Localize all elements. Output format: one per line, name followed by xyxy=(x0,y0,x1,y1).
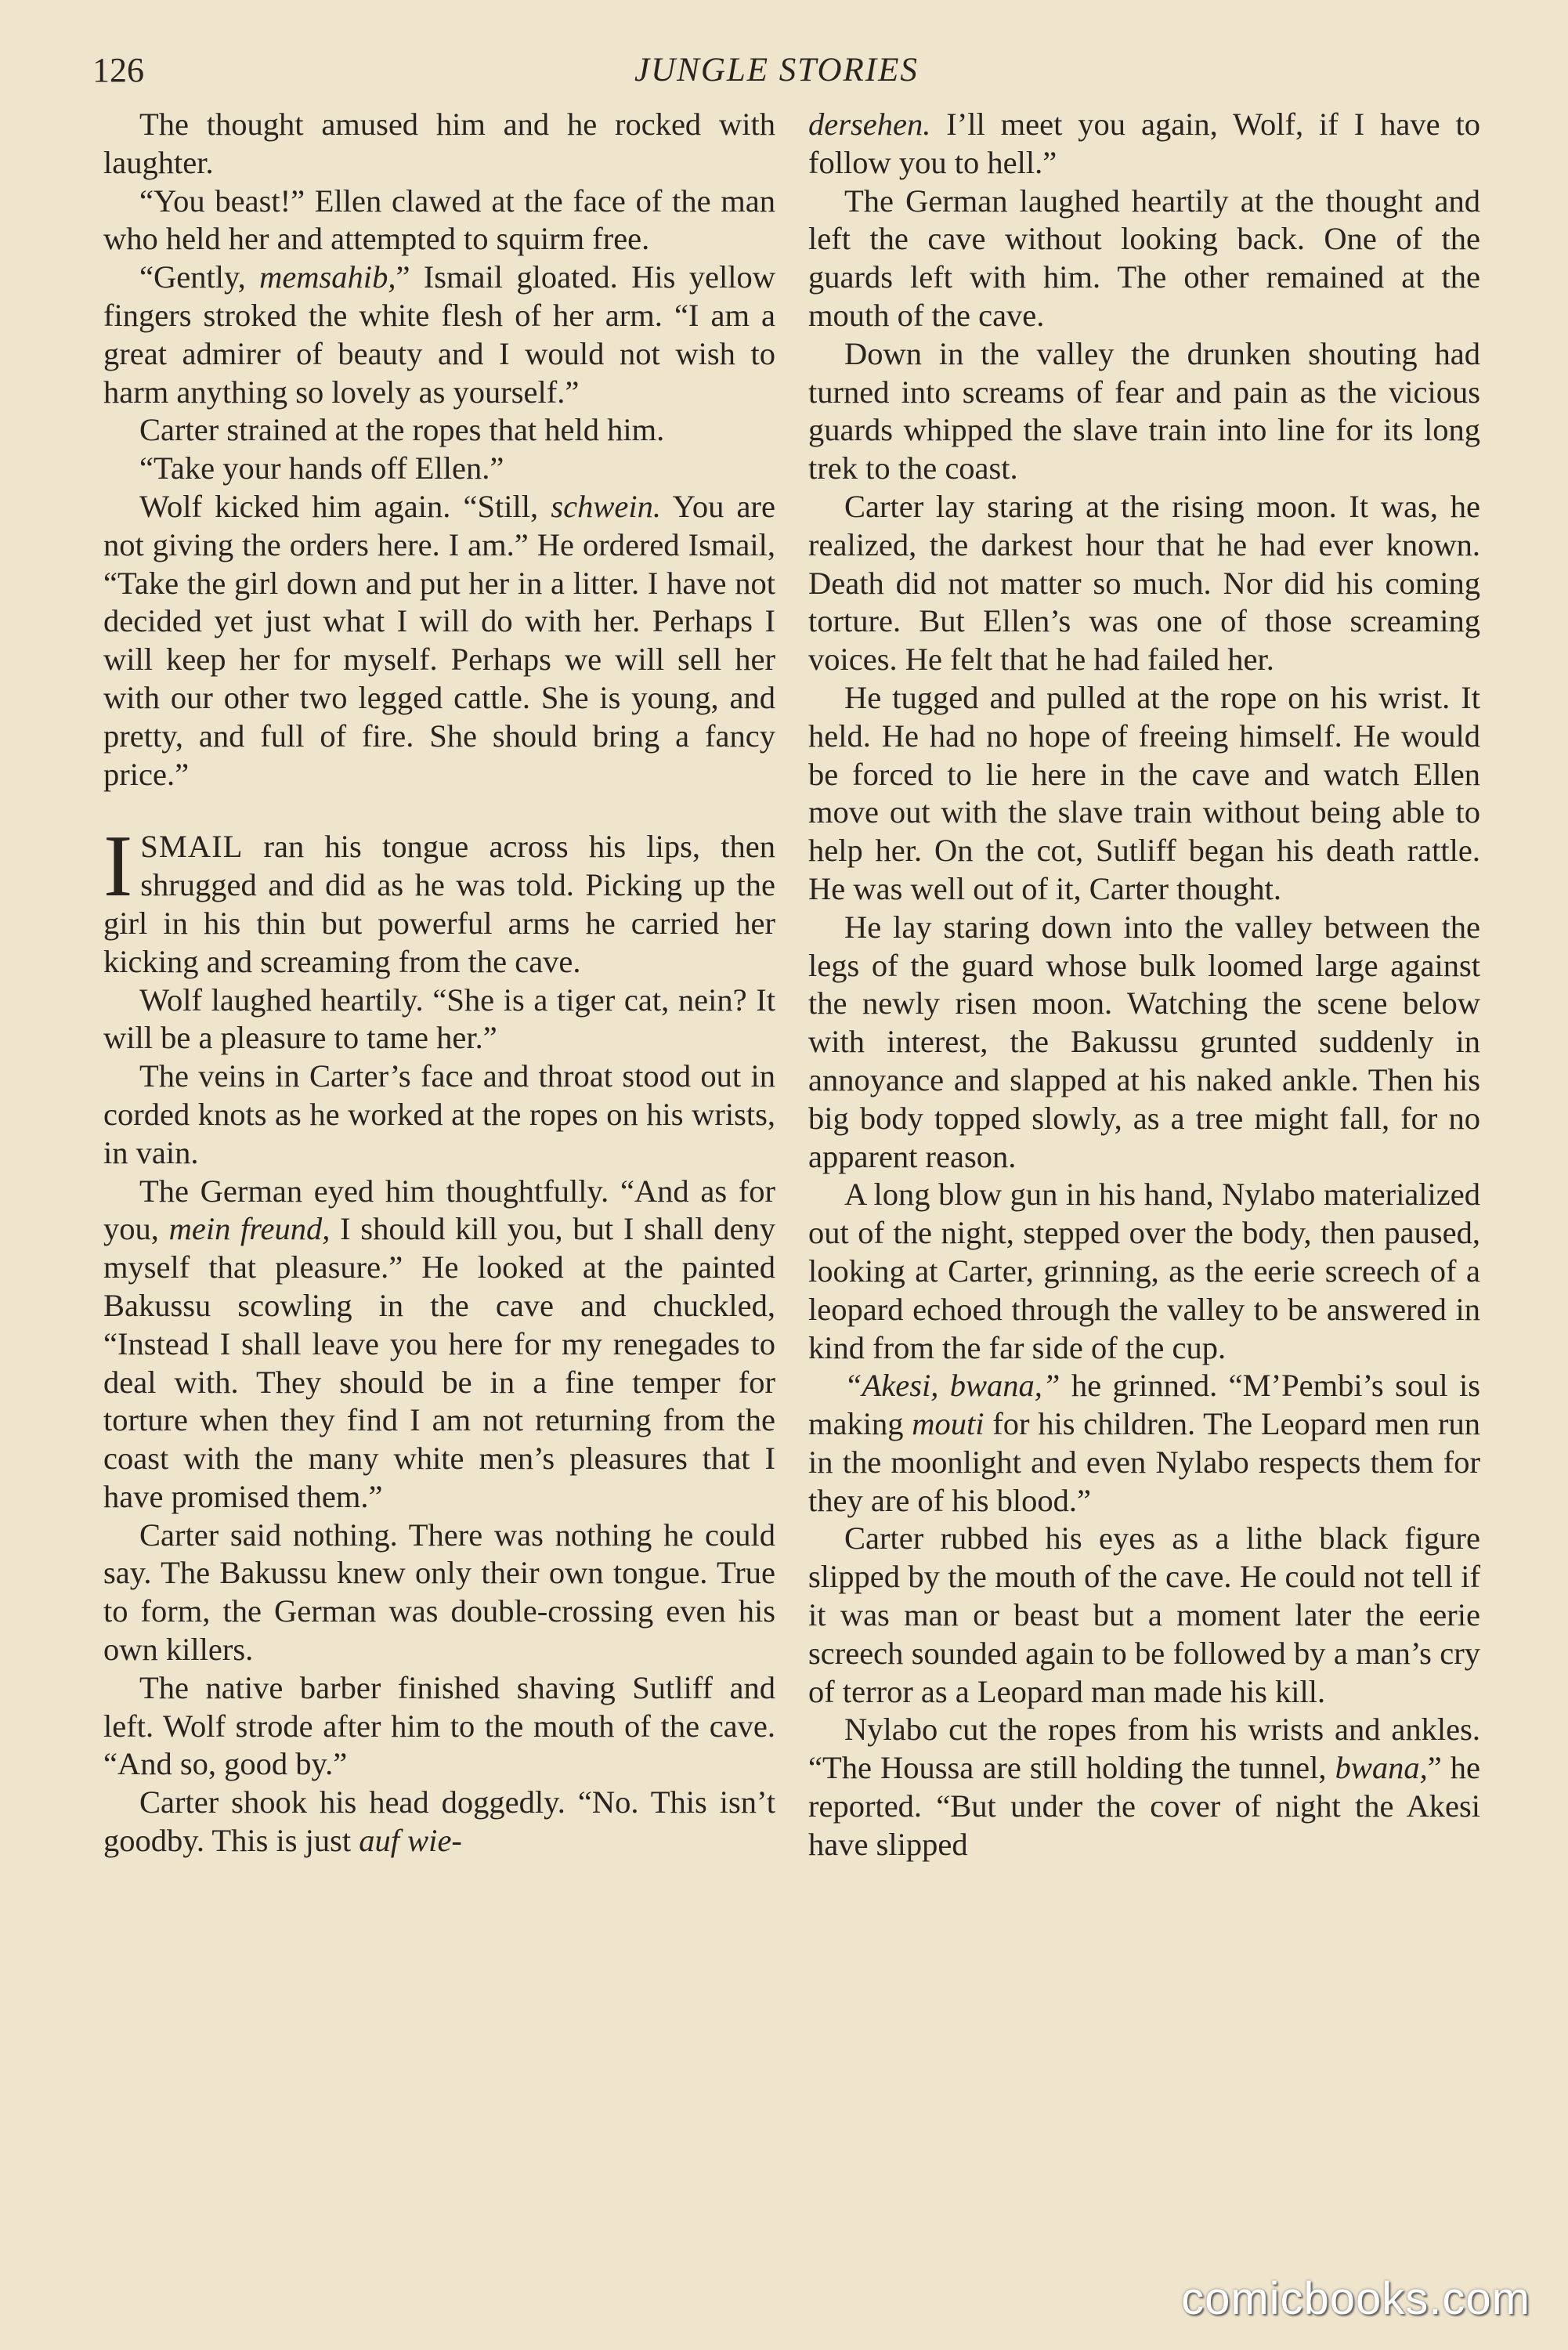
running-title: JUNGLE STORIES xyxy=(634,52,919,89)
section-opening-paragraph: ISMAIL ran his tongue across his lips, then shrugged and did as he was told. Picking up the girl in his thin but powerful arms he carried her kicking and screaming from the cave. xyxy=(103,818,775,979)
paragraph: Nylabo cut the ropes from his wrists and ankles. “The Houssa are still holding the tunnel, bwana,” he reported. “But under the cover of night the Akesi have slipped xyxy=(808,1712,1481,1862)
paragraph: The German eyed him thoughtfully. “And as for you, mein freund, I should kill you, but I shall deny myself that pleasure.” He looked at the painted Bakussu scowling in the cave and chuckled, “Instead I shall leave you here for my renegades to deal with. They should be in a fine temper for torture when they find I am not returning from the coast with the many white men’s pleasures that I have promised them.” xyxy=(103,1173,775,1514)
paragraph: He tugged and pulled at the rope on his wrist. It held. He had no hope of freeing himself. He would be forced to lie here in the cave and watch Ellen move out with the slave train without being able to help her. On the cot, Sutliff began his death rattle. He was well out of it, Carter thought. xyxy=(808,679,1480,906)
paragraph: “You beast!” Ellen clawed at the face of the man who held her and attempted to squirm free. xyxy=(103,183,775,257)
paragraph: The thought amused him and he rocked with laughter. xyxy=(103,107,775,180)
page-header xyxy=(0,47,1568,110)
paragraph: Carter strained at the ropes that held him. xyxy=(139,412,665,448)
paragraph: Carter said nothing. There was nothing he could say. The Bakussu knew only their own tongue. True to form, the German was double-crossing even his own killers. xyxy=(103,1517,775,1668)
paragraph: Wolf kicked him again. “Still, schwein. You are not giving the orders here. I am.” He ordered Ismail, “Take the girl down and put her in a litter. I have not decided yet just what I will do with her. Perhaps I will keep her for myself. Perhaps we will sell her with our other two legged cattle. She is young, and pretty, and full of fire. She should bring a fancy price.” xyxy=(103,488,775,792)
right-column xyxy=(808,106,1480,1864)
paragraph: The German laughed heartily at the thought and left the cave without looking back. One of the guards left with him. The other remained at the mouth of the cave. xyxy=(808,183,1480,333)
paragraph: “Akesi, bwana,” he grinned. “M’Pembi’s soul is making mouti for his children. The Leopard men run in the moonlight and even Nylabo respects them for they are of his blood.” xyxy=(808,1368,1481,1518)
paragraph: The native barber finished shaving Sutliff and left. Wolf strode after him to the mouth of the cave. “And so, good by.” xyxy=(103,1669,775,1782)
paragraph: A long blow gun in his hand, Nylabo materialized out of the night, stepped over the body, then paused, looking at Carter, grinning, as the eerie screech of a leopard echoed through the valley to be answered in kind from the far side of the cup. xyxy=(808,1177,1480,1365)
paragraph: dersehen. I’ll meet you again, Wolf, if I have to follow you to hell.” xyxy=(808,107,1480,180)
paragraph: Wolf laughed heartily. “She is a tiger cat, nein? It will be a pleasure to tame her.” xyxy=(103,982,775,1056)
left-column xyxy=(103,106,775,1860)
paragraph: Carter lay staring at the rising moon. It was, he realized, the darkest hour that he had ever known. Death did not matter so much. Nor did his coming torture. But Ellen’s was one of those screaming voices. He felt that he had failed her. xyxy=(808,488,1480,678)
paragraph: Carter shook his head doggedly. “No. This isn’t goodby. This is just auf wie- xyxy=(103,1784,775,1859)
drop-cap: I xyxy=(103,818,133,916)
paragraph: “Take your hands off Ellen.” xyxy=(139,450,504,486)
paragraph: The veins in Carter’s face and throat stood out in corded knots as he worked at the ropes on his wrists, in vain. xyxy=(103,1058,775,1170)
watermark: comicbooks.com xyxy=(1181,2273,1530,2324)
paragraph: He lay staring down into the valley between the legs of the guard whose bulk loomed large against the newly risen moon. Watching the scene below with interest, the Bakussu grunted suddenly in annoyance and slapped at his naked ankle. Then his big body topped slowly, as a tree might fall, for no apparent reason. xyxy=(808,909,1480,1174)
paragraph: “Gently, memsahib,” Ismail gloated. His yellow fingers stroked the white flesh of her arm. “I am a great admirer of beauty and I would not wish to harm anything so lovely as yourself.” xyxy=(103,259,775,410)
paragraph: Carter rubbed his eyes as a lithe black figure slipped by the mouth of the cave. He could not tell if it was man or beast but a moment later the eerie screech sounded again to be followed by a man’s cry of terror as a Leopard man made his kill. xyxy=(808,1520,1480,1709)
page-number: 126 xyxy=(92,51,144,89)
paragraph: Down in the valley the drunken shouting had turned into screams of fear and pain as the vicious guards whipped the slave train into line for its long trek to the coast. xyxy=(808,335,1480,486)
